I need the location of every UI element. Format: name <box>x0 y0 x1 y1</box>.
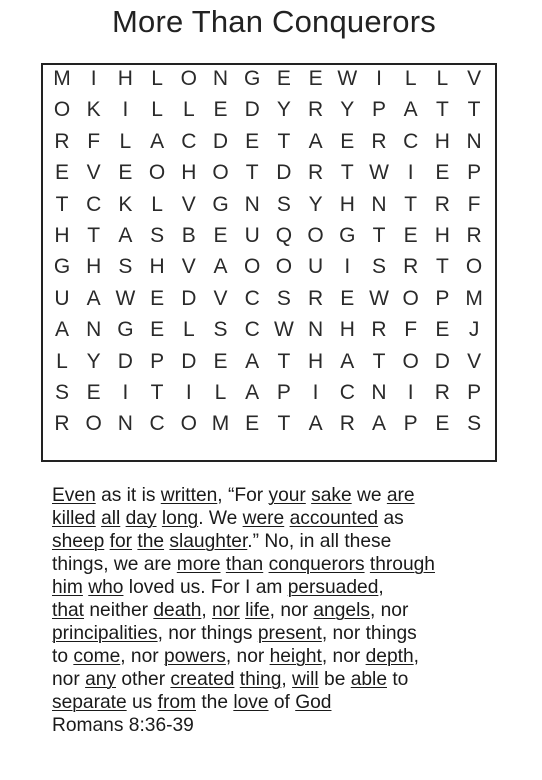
hidden-word: killed <box>52 508 96 529</box>
passage-line <box>52 484 527 507</box>
grid-letter: L <box>151 98 163 122</box>
grid-letter: D <box>276 161 292 185</box>
grid-letter: V <box>467 349 482 373</box>
passage-text: to <box>52 646 74 667</box>
grid-letter: Y <box>340 98 355 122</box>
passage-text: , nor things <box>321 623 417 644</box>
grid-letter: V <box>86 161 101 185</box>
grid-letter: Y <box>86 349 101 373</box>
grid-letter: G <box>117 318 134 342</box>
hidden-word: sake <box>311 485 352 506</box>
grid-letter: P <box>276 381 291 404</box>
passage-text: , “For <box>217 485 269 506</box>
grid-letter: S <box>276 192 291 216</box>
grid-letter: R <box>466 224 482 247</box>
passage-text: , nor <box>225 646 270 667</box>
hidden-word: through <box>369 554 435 575</box>
grid-letter: S <box>467 412 482 436</box>
passage-text: loved us. For I am <box>123 577 288 598</box>
hidden-word: principalities <box>52 623 158 644</box>
hidden-word: accounted <box>289 508 379 529</box>
passage-line <box>52 576 527 599</box>
grid-letter: D <box>181 286 197 310</box>
passage-text: .” No, in all these <box>247 531 392 552</box>
grid-letter: A <box>371 412 386 436</box>
hidden-word: day <box>125 508 157 529</box>
grid-letter: G <box>244 67 261 90</box>
grid-letter: R <box>371 318 387 342</box>
hidden-word: able <box>350 669 387 690</box>
passage-text: us <box>126 692 158 713</box>
grid-letter: U <box>308 255 324 279</box>
grid-letter: Q <box>275 224 293 247</box>
grid-letter: H <box>434 224 450 247</box>
passage-line <box>52 530 527 553</box>
passage-text: , nor things <box>157 623 258 644</box>
grid-letter: D <box>117 349 133 373</box>
hidden-word: the <box>137 531 165 552</box>
grid-letter: H <box>434 129 450 153</box>
grid-letter: O <box>85 412 102 436</box>
grid-letter: S <box>118 255 133 279</box>
grid-letter: N <box>86 318 102 342</box>
grid-letter: T <box>87 224 101 247</box>
passage-text: , nor <box>120 646 164 667</box>
grid-letter: I <box>376 67 382 90</box>
grid-letter: T <box>372 349 386 373</box>
grid-letter: A <box>213 255 228 279</box>
passage-text: other <box>116 669 171 690</box>
grid-letter: O <box>53 98 71 122</box>
grid-letter: E <box>54 161 69 185</box>
grid-letter: N <box>244 192 260 216</box>
grid-letter: L <box>119 129 132 153</box>
grid-letter: C <box>181 129 197 153</box>
hidden-word: for <box>109 531 133 552</box>
grid-letter: W <box>273 318 294 342</box>
hidden-word: God <box>295 692 332 713</box>
grid-letter: E <box>340 129 355 153</box>
grid-letter: L <box>151 67 163 90</box>
hidden-word: created <box>170 669 235 690</box>
grid-letter: I <box>90 67 97 90</box>
hidden-word: death <box>153 600 202 621</box>
grid-letter: C <box>244 318 260 342</box>
passage-line <box>52 599 527 622</box>
hidden-word: written <box>160 485 218 506</box>
grid-letter: R <box>308 161 324 185</box>
grid-letter: N <box>466 129 482 153</box>
hidden-word: all <box>101 508 121 529</box>
hidden-word: come <box>73 646 121 667</box>
grid-letter: V <box>181 255 196 279</box>
grid-letter: F <box>404 318 418 342</box>
grid-letter: D <box>244 98 260 122</box>
passage-text: of <box>268 692 296 713</box>
hidden-word: angels <box>313 600 370 621</box>
passage-text: neither <box>84 600 154 621</box>
grid-letter: H <box>86 255 102 279</box>
grid-letter: F <box>467 192 481 216</box>
grid-letter: W <box>115 286 136 310</box>
hidden-word: than <box>225 554 264 575</box>
grid-letter: A <box>54 318 69 342</box>
passage-text: be <box>318 669 351 690</box>
grid-letter: P <box>435 286 450 310</box>
hidden-word: separate <box>52 692 127 713</box>
grid-letter: T <box>340 161 354 185</box>
passage-line <box>52 645 527 668</box>
grid-letter: O <box>180 412 197 436</box>
grid-letter: E <box>435 412 450 436</box>
grid-letter: A <box>403 98 418 122</box>
grid-letter: S <box>54 381 69 404</box>
grid-letter: K <box>118 192 133 216</box>
grid-letter: E <box>118 161 133 185</box>
hidden-word: from <box>157 692 196 713</box>
grid-letter: I <box>185 381 192 404</box>
grid-letter: T <box>277 349 291 373</box>
passage-text: , nor <box>269 600 314 621</box>
passage-text: Romans 8:36-39 <box>52 715 194 736</box>
passage-text: things, we are <box>52 554 177 575</box>
grid-letter: T <box>435 255 449 279</box>
passage-text: . We <box>198 508 243 529</box>
grid-letter: T <box>277 129 291 153</box>
hidden-word: your <box>268 485 306 506</box>
grid-letter: L <box>436 67 449 90</box>
grid-letter: A <box>340 349 355 373</box>
hidden-word: love <box>233 692 269 713</box>
grid-letter: O <box>275 255 293 279</box>
grid-letter: L <box>182 318 195 342</box>
grid-letter: M <box>211 412 230 436</box>
grid-letter: J <box>468 318 480 342</box>
hidden-word: any <box>85 669 117 690</box>
grid-letter: O <box>244 255 261 279</box>
grid-letter: H <box>54 224 70 247</box>
grid-letter: R <box>308 286 324 310</box>
passage-line <box>52 507 527 530</box>
passage-text: , <box>201 600 213 621</box>
scripture-passage <box>52 484 527 737</box>
grid-letter: G <box>339 224 356 247</box>
grid-letter: E <box>276 67 291 90</box>
grid-letter: H <box>308 349 324 373</box>
grid-letter: A <box>150 129 165 153</box>
grid-letter: K <box>86 98 101 122</box>
grid-letter: E <box>435 161 450 185</box>
grid-letter: C <box>86 192 102 216</box>
grid-letter: T <box>55 192 69 216</box>
grid-letter: S <box>213 318 228 342</box>
grid-letter: E <box>150 286 165 310</box>
grid-letter: E <box>340 286 355 310</box>
grid-letter: T <box>277 412 291 436</box>
grid-letter: A <box>245 349 260 373</box>
hidden-word: depth <box>365 646 414 667</box>
hidden-word: thing <box>239 669 282 690</box>
grid-letter: E <box>213 349 228 373</box>
grid-letter: R <box>308 98 324 122</box>
passage-text: to <box>387 669 409 690</box>
grid-letter: H <box>339 318 355 342</box>
passage-text: the <box>195 692 234 713</box>
grid-letter: C <box>403 129 419 153</box>
grid-letter: A <box>86 286 101 310</box>
grid-letter: P <box>150 349 165 373</box>
grid-letter: E <box>245 129 260 153</box>
grid-letter: N <box>212 67 229 90</box>
grid-letter: R <box>371 129 387 153</box>
grid-letter: O <box>180 67 197 90</box>
grid-letter: B <box>181 224 196 247</box>
grid-letter: A <box>308 412 323 436</box>
grid-letter: S <box>371 255 386 279</box>
grid-letter: F <box>87 129 101 153</box>
grid-letter: T <box>435 98 449 122</box>
grid-letter: S <box>276 286 291 310</box>
hidden-word: persuaded <box>287 577 379 598</box>
grid-letter: H <box>117 67 133 90</box>
grid-letter: P <box>467 161 482 185</box>
passage-line <box>52 691 527 714</box>
grid-letter: E <box>403 224 418 247</box>
hidden-word: conquerors <box>268 554 365 575</box>
grid-letter: E <box>213 98 228 122</box>
grid-letter: D <box>212 129 229 153</box>
grid-letter: U <box>244 224 260 247</box>
grid-letter: T <box>404 192 418 216</box>
grid-letter: E <box>150 318 165 342</box>
passage-text: , nor <box>321 646 366 667</box>
grid-letter: V <box>181 192 196 216</box>
grid-letter: H <box>181 161 197 185</box>
grid-letter: V <box>467 67 482 90</box>
hidden-word: him <box>52 577 83 598</box>
passage-text: , <box>413 646 419 667</box>
passage-text: , <box>378 577 384 598</box>
grid-letter: O <box>402 286 419 310</box>
grid-letter: D <box>181 349 197 373</box>
grid-letter: G <box>212 192 229 216</box>
hidden-word: more <box>176 554 221 575</box>
grid-letter: M <box>465 286 483 310</box>
grid-letter: A <box>308 129 323 153</box>
grid-letter: O <box>212 161 229 185</box>
grid-letter: R <box>54 412 70 436</box>
grid-letter: T <box>245 161 259 185</box>
hidden-word: powers <box>164 646 226 667</box>
hidden-word: height <box>269 646 322 667</box>
grid-letter: H <box>339 192 355 216</box>
grid-letter: L <box>214 381 227 404</box>
grid-letter: L <box>56 349 68 373</box>
grid-letter: I <box>122 98 129 122</box>
hidden-word: that <box>52 600 85 621</box>
grid-letter: R <box>339 412 355 436</box>
page-title: More Than Conquerors <box>112 4 436 39</box>
word-search-grid <box>41 63 497 462</box>
hidden-word: were <box>242 508 285 529</box>
grid-letter: W <box>369 161 389 185</box>
grid-letter: S <box>150 224 165 247</box>
grid-letter: N <box>371 381 387 404</box>
grid-letter: I <box>407 161 414 185</box>
grid-letter: U <box>54 286 70 310</box>
grid-letter: D <box>434 349 450 373</box>
hidden-word: present <box>257 623 322 644</box>
grid-letter: W <box>369 286 389 310</box>
grid-letter: A <box>245 381 260 404</box>
grid-letter: R <box>54 129 70 153</box>
grid-letter: I <box>407 381 414 404</box>
hidden-word: long <box>161 508 199 529</box>
grid-letter: L <box>151 192 163 216</box>
hidden-word: sheep <box>52 531 105 552</box>
grid-letter: N <box>308 318 324 342</box>
grid-letter: E <box>308 67 323 90</box>
hidden-word: nor <box>212 600 240 621</box>
scripture-reference <box>52 714 527 737</box>
passage-text: , nor <box>369 600 409 621</box>
grid-letter: A <box>118 224 133 247</box>
grid-letter: N <box>117 412 133 436</box>
grid-letter: I <box>344 255 351 279</box>
grid-letter: Y <box>308 192 323 216</box>
grid-letter: L <box>404 67 417 90</box>
grid-letter: O <box>465 255 483 279</box>
grid-letter: T <box>467 98 481 122</box>
hidden-word: will <box>292 669 319 690</box>
grid-letter: V <box>213 286 228 310</box>
grid-letter: O <box>402 349 419 373</box>
grid-letter: M <box>53 67 71 90</box>
hidden-word: slaughter <box>169 531 248 552</box>
grid-letter: G <box>53 255 71 279</box>
grid-letter: N <box>371 192 387 216</box>
passage-line <box>52 553 527 576</box>
grid-letter: I <box>312 381 319 404</box>
hidden-word: are <box>386 485 415 506</box>
grid-letter: Y <box>276 98 291 122</box>
grid-letter: C <box>339 381 355 404</box>
grid-letter: E <box>213 224 228 247</box>
grid-letter: T <box>372 224 386 247</box>
grid-letter: H <box>149 255 165 279</box>
grid-letter: P <box>403 412 418 436</box>
grid-letter: E <box>435 318 450 342</box>
grid-letter: L <box>182 98 195 122</box>
grid-letter: E <box>86 381 101 404</box>
hidden-word: who <box>88 577 124 598</box>
hidden-word: Even <box>52 485 96 506</box>
grid-letter: T <box>150 381 164 404</box>
grid-letter: P <box>467 381 482 404</box>
passage-text: , <box>281 669 293 690</box>
passage-text: nor <box>52 669 86 690</box>
grid-letter: P <box>371 98 386 122</box>
passage-line <box>52 668 527 691</box>
grid-letter: O <box>307 224 324 247</box>
hidden-word: life <box>245 600 270 621</box>
grid-letter: R <box>403 255 419 279</box>
grid-letter: W <box>337 67 358 90</box>
passage-text: as it is <box>95 485 161 506</box>
grid-letter: C <box>244 286 260 310</box>
grid-letter: R <box>434 192 450 216</box>
grid-letter: I <box>122 381 129 404</box>
passage-text: we <box>351 485 387 506</box>
grid-letter: E <box>245 412 260 436</box>
grid-letter: R <box>434 381 450 404</box>
passage-text: as <box>378 508 404 529</box>
passage-line <box>52 622 527 645</box>
grid-letter: O <box>148 161 166 185</box>
grid-letter: C <box>149 412 165 436</box>
